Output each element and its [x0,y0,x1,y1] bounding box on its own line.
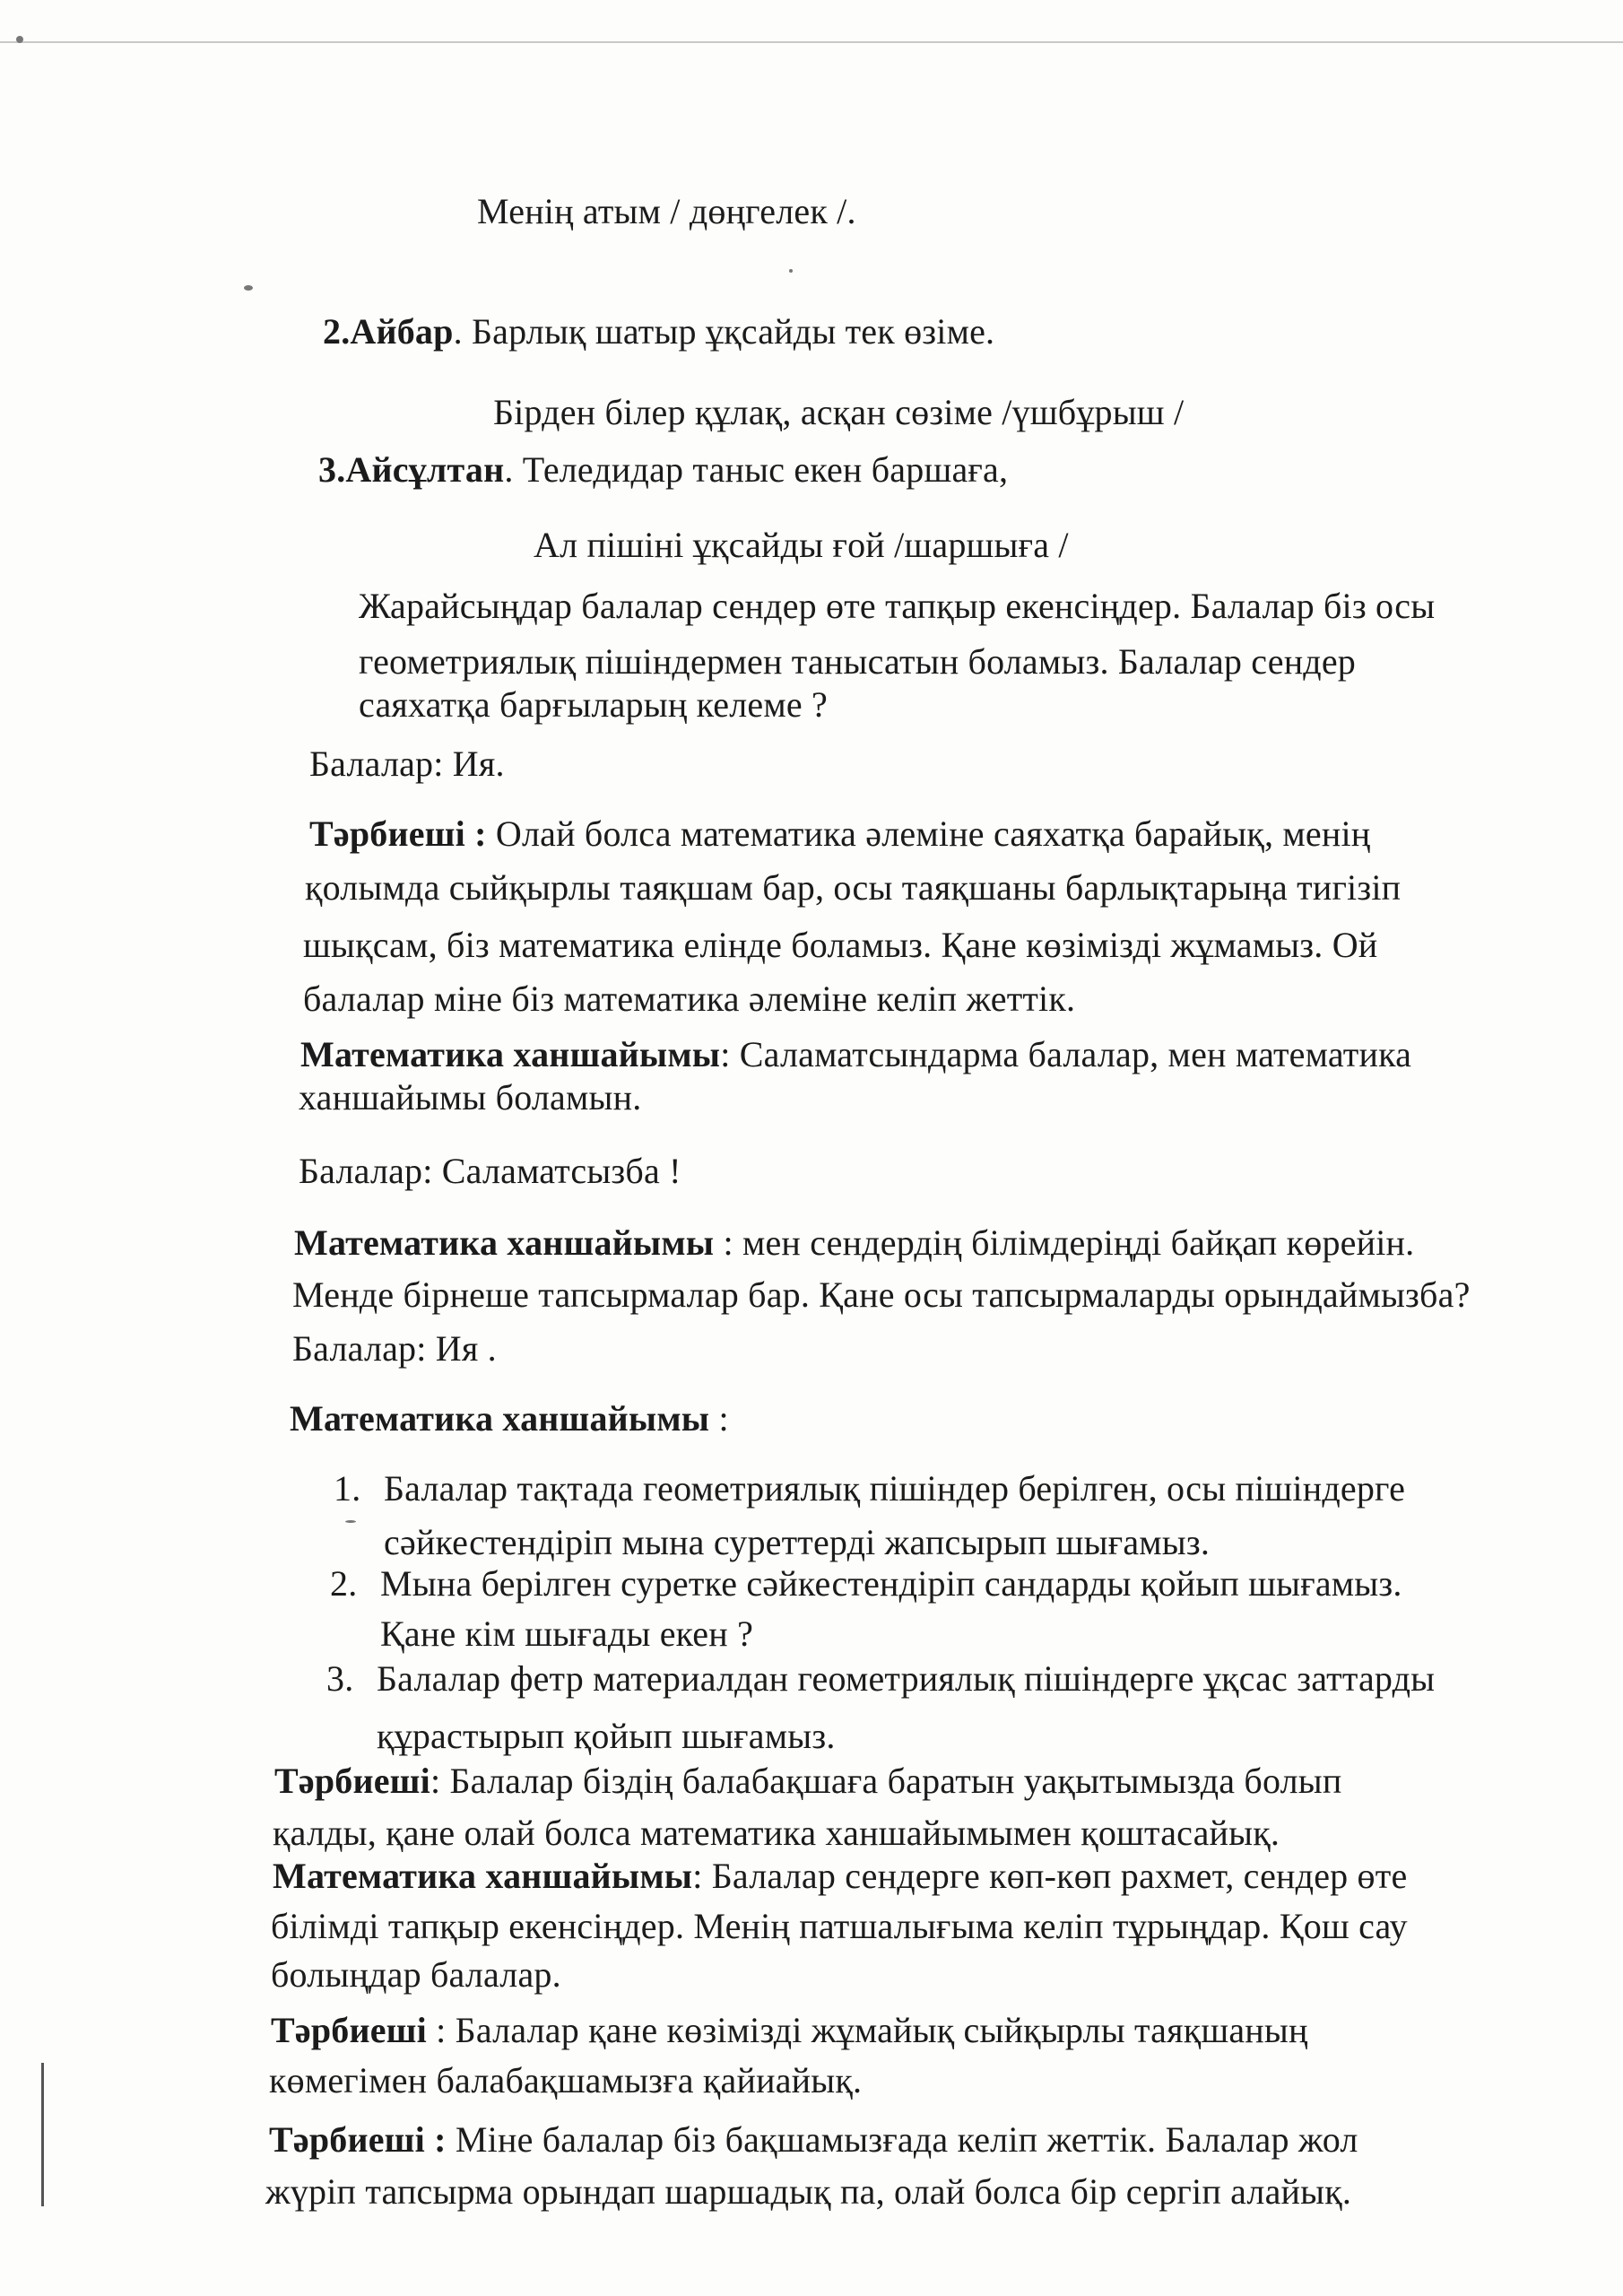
paragraph-line: Тәрбиеші : Олай болса математика әлеміне саяхатқа барайық, менің [309,813,1371,854]
speaker-label: Тәрбиеші [274,1761,430,1801]
scan-left-edge [41,2063,44,2206]
paragraph-line: жүріп тапсырма орындап шаршадық па, олай болса бір сергіп алайық. [265,2171,1352,2212]
list-item-continuation: сәйкестендіріп мына суреттерді жапсырып шығамыз. [384,1522,1211,1562]
scan-speck [244,285,253,291]
paragraph-line: геометриялық пішіндермен танысатын боламыз. Балалар сендер [359,641,1357,682]
list-item: 1. Балалар тақтада геометриялық пішіндер берілген, осы пішіндерге [334,1468,1406,1509]
paragraph-line: ханшайымы боламын. [299,1077,642,1118]
poem-line-2: 2.Айбар. Барлық шатыр ұқсайды тек өзіме. [323,311,995,352]
speaker-label: Тәрбиеші : [309,813,487,854]
scan-speck [789,269,793,273]
poem-line-3: Бірден білер құлақ, асқан сөзіме /үшбұрыш / [493,392,1185,432]
list-item-continuation: құрастырып қойып шығамыз. [377,1716,836,1756]
list-item: 2. Мына берілген суретке сәйкестендіріп сандарды қойып шығамыз. [330,1563,1402,1604]
speaker-label: Тәрбиеші : [269,2119,447,2160]
paragraph-line: Тәрбиеші : Балалар қане көзімізді жұмайық сыйқырлы таяқшаның [271,2010,1308,2050]
poem-line-1: Менің атым / дөңгелек /. [477,191,856,231]
paragraph-line: Жарайсыңдар балалар сендер өте тапқыр екенсіңдер. Балалар біз осы [359,586,1436,626]
list-item: 3. Балалар фетр материалдан геометриялық пішіндерге ұқсас заттарды [326,1658,1436,1699]
paragraph-line: білімді тапқыр екенсіңдер. Менің патшалығыма келіп тұрыңдар. Қош сау [271,1906,1408,1946]
dialogue-line: Балалар: Ия. [309,744,505,784]
paragraph-line: Математика ханшайымы: Саламатсындарма балалар, мен математика [300,1034,1412,1074]
scan-speck [345,1520,356,1523]
paragraph-line: балалар міне біз математика әлеміне келіп жеттік. [303,978,1076,1019]
speaker-label: Математика ханшайымы [300,1034,721,1074]
speaker-label: 3.Айсұлтан [318,449,505,490]
list-item-continuation: Қане кім шығады екен ? [380,1613,754,1654]
dialogue-line: Балалар: Ия . [292,1328,497,1369]
scan-top-edge [0,41,1623,43]
paragraph-line: шықсам, біз математика елінде боламыз. Қане көзімізді жұмамыз. Ой [303,925,1378,965]
paragraph-line: көмегімен балабақшамызға қайиайық. [269,2060,863,2100]
speaker-label: Тәрбиеші [271,2010,427,2050]
speaker-label: Математика ханшайымы [294,1222,715,1263]
paragraph-line: саяхатқа барғыларың келеме ? [359,684,828,725]
poem-line-5: Ал пішіні ұқсайды ғой /шаршыға / [534,525,1069,565]
speaker-label: Математика ханшайымы [290,1398,710,1439]
paragraph-line: болыңдар балалар. [271,1954,561,1995]
poem-line-4: 3.Айсұлтан. Теледидар таныс екен баршаға, [318,449,1009,490]
paragraph-line: Математика ханшайымы : мен сендердің білімдеріңді байқап көрейін. [294,1222,1415,1263]
speaker-label: 2.Айбар [323,311,454,352]
paragraph-line: Тәрбиеші: Балалар біздің балабақшаға баратын уақытымызда болып [274,1761,1342,1801]
speaker-label: Математика ханшайымы [273,1856,693,1896]
paragraph-line: қолымда сыйқырлы таяқшам бар, осы таяқшаны барлықтарыңа тигізіп [305,867,1402,908]
paragraph-line: Менде бірнеше тапсырмалар бар. Қане осы тапсырмаларды орындаймызба? [292,1274,1471,1315]
section-heading: Математика ханшайымы : [290,1398,729,1439]
paragraph-line: Математика ханшайымы: Балалар сендерге көп-көп рахмет, сендер өте [273,1856,1408,1896]
scan-speck [16,36,23,43]
paragraph-line: Тәрбиеші : Міне балалар біз бақшамызғада келіп жеттік. Балалар жол [269,2119,1358,2160]
dialogue-line: Балалар: Саламатсызба ! [299,1151,681,1191]
paragraph-line: қалды, қане олай болса математика ханшайымымен қоштасайық. [273,1813,1280,1853]
